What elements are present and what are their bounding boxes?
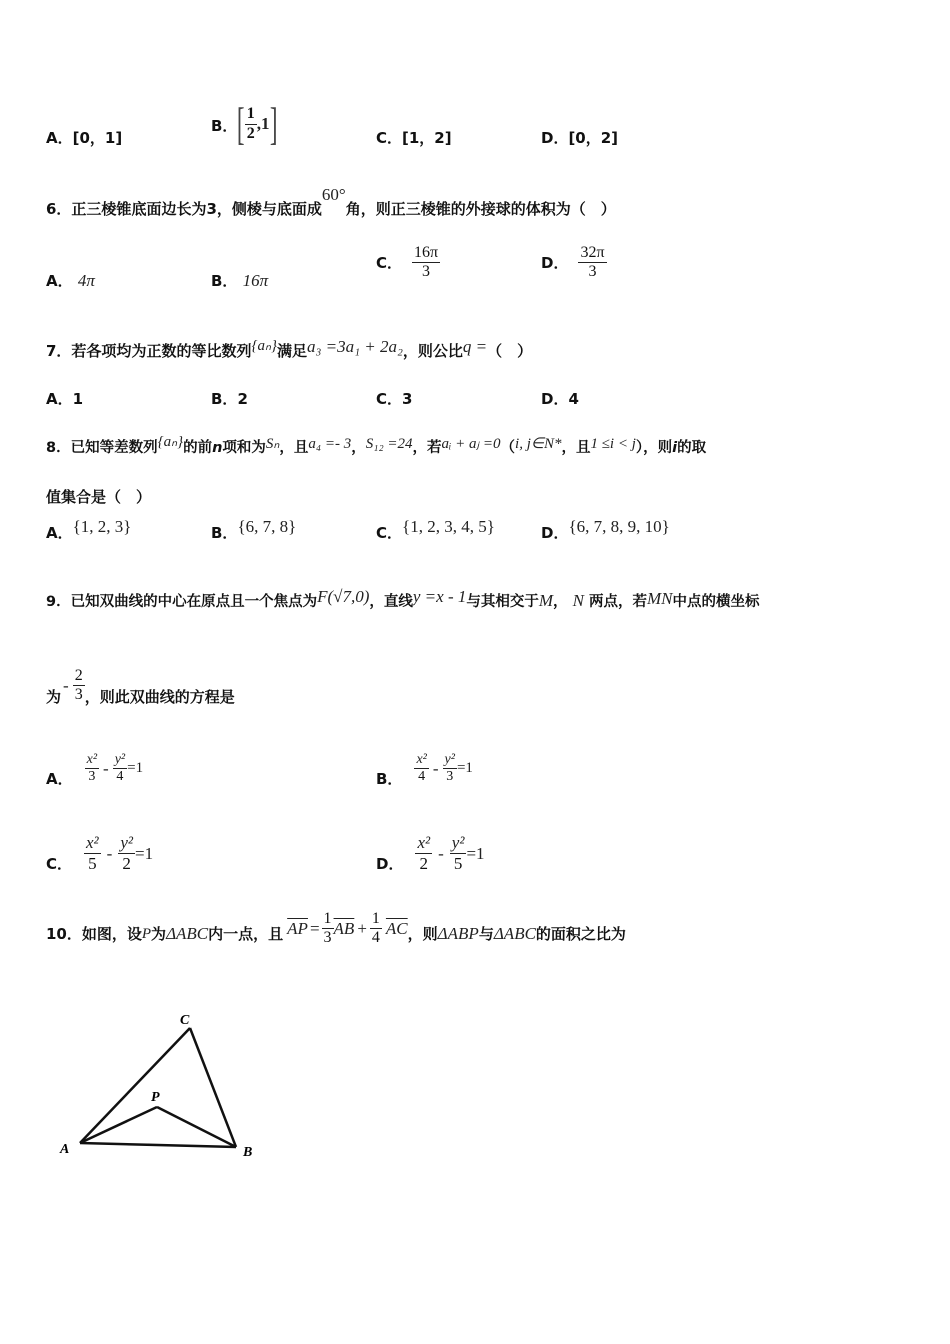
label-c: C — [180, 1013, 190, 1028]
q8-option-c: C．{1, 2, 3, 4, 5} — [376, 517, 495, 542]
label-p: P — [151, 1090, 160, 1105]
q5-option-a: A．[0，1] — [46, 129, 123, 147]
q5-option-d: D．[0，2] — [541, 129, 619, 147]
q9-option-d: D． $\frac{\text{x²}}{2}$ - $\frac{\text{y²}}{5}$ =1 — [376, 833, 485, 873]
edge-ac — [80, 1028, 190, 1143]
q6-option-b: B． 16π — [211, 271, 269, 290]
q7-stem: 7．若各项均为正数的等比数列{aₙ}满足a₃ =3a₁ + 2a₂，则公比q =（ ） — [46, 337, 533, 360]
edge-cb — [190, 1028, 236, 1147]
q8-option-a: A．{1, 2, 3} — [46, 517, 132, 542]
q5-option-c: C．[1，2] — [376, 129, 452, 147]
q8-stem-line1: 8．已知等差数列{aₙ}的前n项和为Sₙ，且a₄ =- 3，S₁₂ =24，若aᵢ + aⱼ =0（i, j∈N*，且1 ≤i < j），则i的取 — [46, 434, 707, 456]
q6-stem: 6．正三棱锥底面边长为3，侧棱与底面成60°角，则正三棱锥的外接球的体积为（ ） — [46, 185, 616, 218]
q9-option-c: C． $\frac{\text{x²}}{5}$ - $\frac{\text{y²}}{2}$ =1 — [46, 833, 154, 873]
q7-option-b: B．2 — [211, 390, 248, 408]
q6-option-c: C． $\frac{16\pi}{3}$ — [376, 244, 439, 281]
q9-stem-line1: 9．已知双曲线的中心在原点且一个焦点为F(√7,0)，直线y =x - 1与其相交于M， N 两点，若MN中点的横坐标 — [46, 587, 760, 610]
q8-option-d: D．{6, 7, 8, 9, 10} — [541, 517, 670, 542]
label-a: A — [60, 1142, 70, 1157]
fraction: $\frac{1}{2}$ — [246, 105, 255, 142]
q7-option-d: D．4 — [541, 390, 579, 408]
edge-ab — [80, 1143, 236, 1147]
q7-option-a: A．1 — [46, 390, 84, 408]
q5-option-b: B． [ $\frac{1}{2}$ ,1 ] — [211, 98, 278, 149]
q8-option-b: B．{6, 7, 8} — [211, 517, 297, 542]
left-bracket: [ — [237, 98, 245, 149]
q8-stem-line2: 值集合是（ ） — [46, 488, 152, 506]
triangle-figure — [50, 1000, 280, 1170]
q9-option-a: A． $\frac{\text{x²}}{3}$ - $\frac{\text{y²}}{4}$ =1 — [46, 751, 144, 788]
q9-stem-line2: 为 - $\frac{2}{3}$ ，则此双曲线的方程是 — [46, 666, 235, 706]
right-bracket: ] — [269, 98, 278, 149]
segment-ap — [80, 1107, 157, 1143]
q6-option-a: A． 4π — [46, 271, 95, 290]
q10-stem: 10．如图，设 P 为 ΔABC 内一点，且 $\overline{AP}$ = $\frac{1}{3}$ $\overline{AB}$ + $\frac{1}{4}$ $\overline{AC}$ ，则 ΔABP 与 ΔABC 的面积之比为 — [46, 910, 626, 947]
q6-option-d: D． $\frac{32\pi}{3}$ — [541, 244, 605, 281]
q7-option-c: C．3 — [376, 390, 413, 408]
q9-option-b: B． $\frac{\text{x²}}{4}$ - $\frac{\text{y²}}{3}$ =1 — [376, 751, 473, 788]
label-b: B — [243, 1145, 253, 1160]
